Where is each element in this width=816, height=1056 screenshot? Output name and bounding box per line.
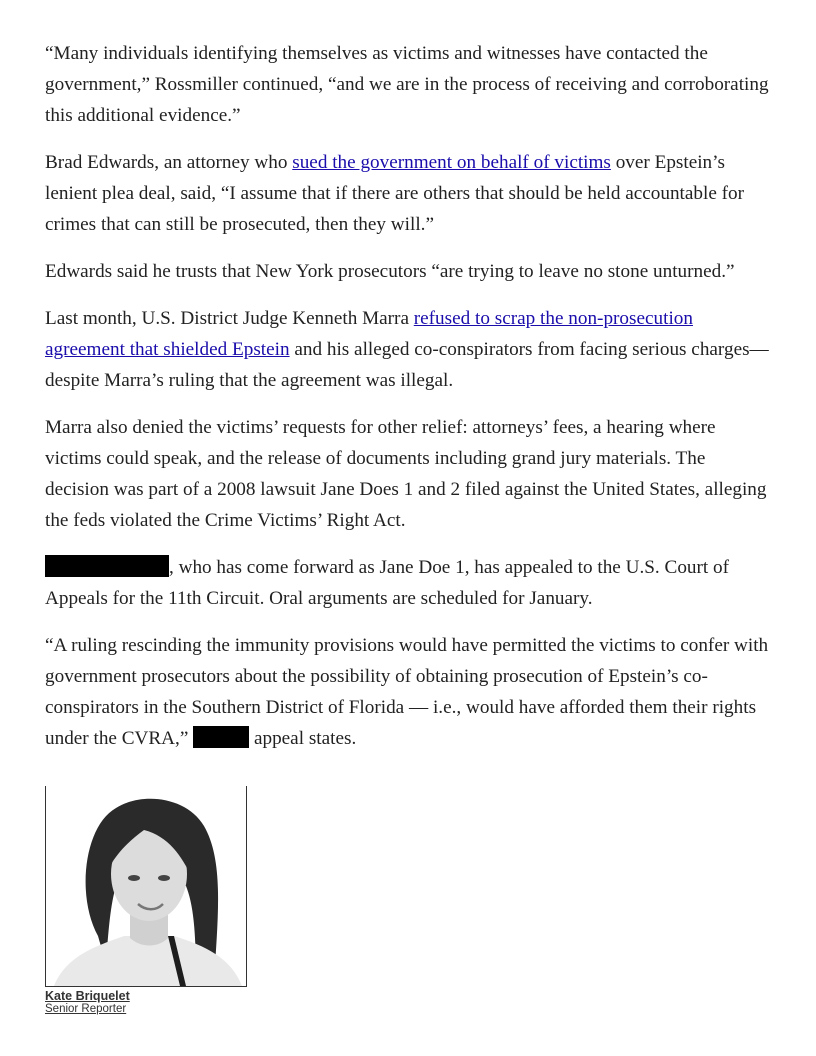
redaction-bar <box>193 726 249 748</box>
paragraph <box>45 147 773 240</box>
author-name[interactable]: Kate Briquelet <box>45 989 130 1003</box>
article-body <box>45 38 773 770</box>
lawsuit-link[interactable]: sued the government on behalf of victims <box>292 152 611 173</box>
paragraph <box>45 552 773 614</box>
author-photo[interactable] <box>45 786 247 987</box>
paragraph-text: “A ruling rescinding the immunity provisions would have permitted the victims to confer with government prosecutors about the possibility of obtaining prosecution of Epstein’s co-conspirators in the Southern District of Florida — i.e., would have afforded them their rights under the CVRA,” <box>45 635 769 749</box>
paragraph <box>45 630 773 754</box>
non-prosecution-agreement-link[interactable]: refused to scrap the non-prosecution agreement that shielded Epstein <box>45 308 693 360</box>
paragraph: Marra also denied the victims’ requests for other relief: attorneys’ fees, a hearing where victims could speak, and the release of documents including grand jury materials. The decision was part of a 2008 lawsuit Jane Does 1 and 2 filed against the United States, alleging the feds violated the Crime Victims’ Right Act. <box>45 417 767 531</box>
redaction-bar <box>45 555 169 577</box>
paragraph <box>45 303 773 396</box>
paragraph: “Many individuals identifying themselves as victims and witnesses have contacted the government,” Rossmiller continued, “and we are in the process of receiving and corroborating this additional evidence.” <box>45 43 769 126</box>
paragraph: Edwards said he trusts that New York prosecutors “are trying to leave no stone unturned.” <box>45 261 735 282</box>
paragraph-text: , who has come forward as Jane Doe 1, has appealed to the U.S. Court of Appeals for the 11th Circuit. Oral arguments are scheduled for January. <box>45 557 730 609</box>
paragraph-text: over Epstein’s lenient plea deal, said, “I assume that if there are others that should be held accountable for crimes that can still be prosecuted, then they will.” <box>45 152 745 235</box>
paragraph-text: Last month, U.S. District Judge Kenneth Marra <box>45 308 414 329</box>
paragraph-text: appeal states. <box>249 728 357 749</box>
paragraph-text: Brad Edwards, an attorney who <box>45 152 293 173</box>
author-role[interactable]: Senior Reporter <box>45 1003 127 1015</box>
paragraph-text: and his alleged co-conspirators from facing serious charges—despite Marra’s ruling that the agreement was illegal. <box>45 339 769 391</box>
author-card <box>45 786 255 1016</box>
